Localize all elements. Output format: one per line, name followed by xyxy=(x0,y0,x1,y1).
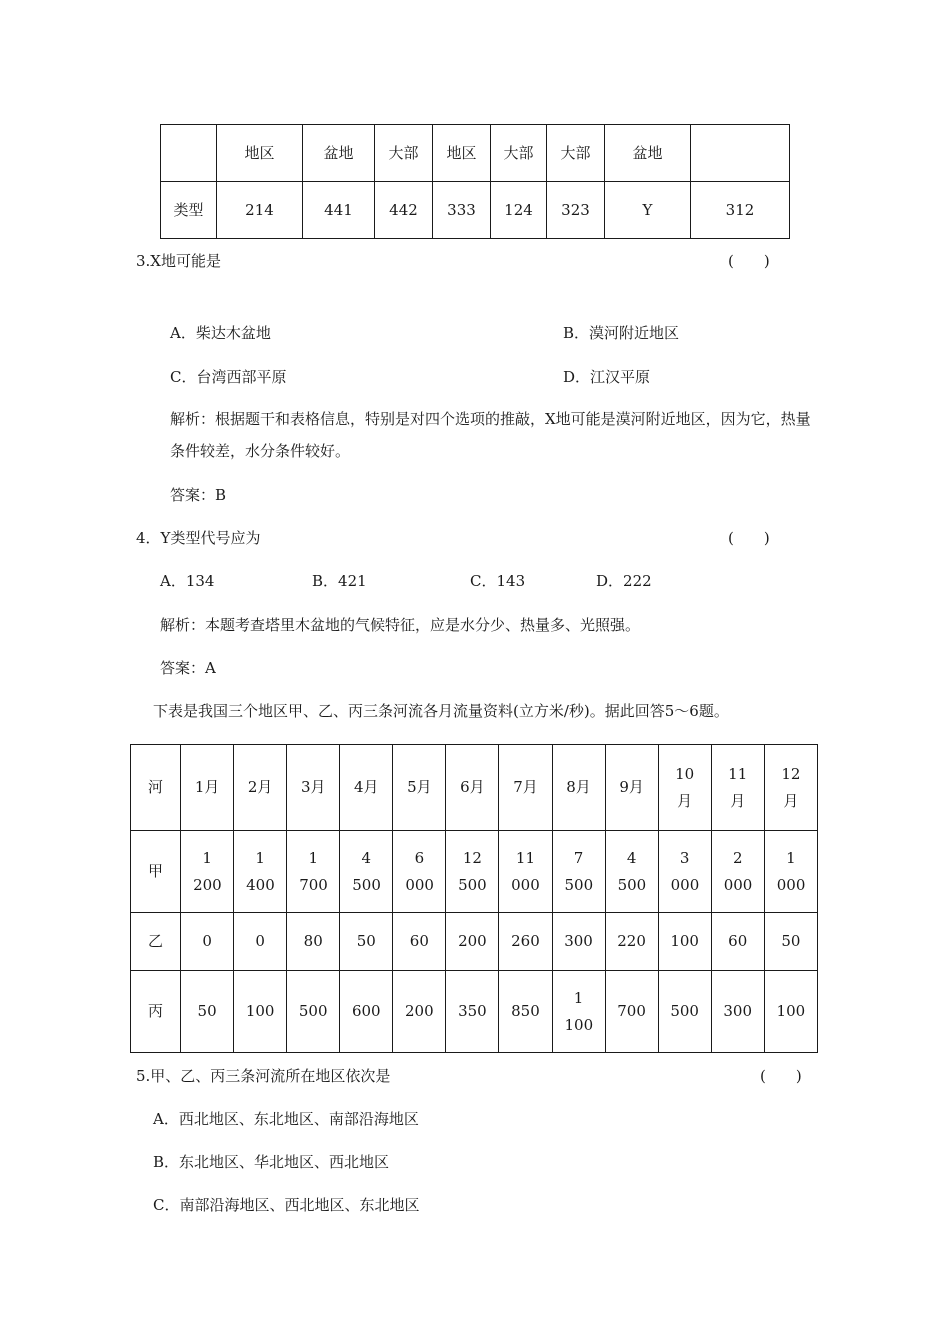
table-header-row xyxy=(131,745,818,831)
table-cell: 1 200 xyxy=(181,831,234,913)
table-cell: 500 xyxy=(658,971,711,1053)
table-cell: 4 500 xyxy=(340,831,393,913)
question-4-option-a: A．134 xyxy=(160,572,215,590)
table-cell: 7月 xyxy=(499,745,552,831)
table-cell: 11 000 xyxy=(499,831,552,913)
table-cell: 50 xyxy=(181,971,234,1053)
question-5-option-a: A．西北地区、东北地区、南部沿海地区 xyxy=(153,1110,419,1128)
table-cell: 80 xyxy=(287,913,340,971)
question-3-option-c: C．台湾西部平原 xyxy=(170,368,287,386)
table-cell: 地区 xyxy=(217,125,303,182)
table-cell: 大部 xyxy=(491,125,547,182)
question-4-analysis: 解析：本题考查塔里木盆地的气候特征，应是水分少、热量多、光照强。 xyxy=(160,616,641,634)
question-4-answer: 答案：A xyxy=(160,659,216,677)
table-cell: 1 700 xyxy=(287,831,340,913)
table-cell xyxy=(691,125,790,182)
table-cell: 地区 xyxy=(433,125,491,182)
table-cell: 3 000 xyxy=(658,831,711,913)
table-cell: 11月 xyxy=(711,745,764,831)
table-cell: 6月 xyxy=(446,745,499,831)
question-3-analysis: 解析：根据题干和表格信息，特别是对四个选项的推敲，X地可能是漠河附近地区，因为它，热量条件较差，水分条件较好。 xyxy=(170,410,811,460)
table-cell: 350 xyxy=(446,971,499,1053)
climate-type-table xyxy=(160,124,790,239)
table-cell: 442 xyxy=(375,182,433,239)
table-cell: 类型 xyxy=(161,182,217,239)
river-flow-table xyxy=(130,744,818,1053)
table-cell: 0 xyxy=(181,913,234,971)
table-cell: 7 500 xyxy=(552,831,605,913)
table-cell: 60 xyxy=(393,913,446,971)
table-cell: 盆地 xyxy=(605,125,691,182)
table-row xyxy=(131,913,818,971)
question-5-stem: 5.甲、乙、丙三条河流所在地区依次是 xyxy=(136,1067,391,1085)
table-cell: 441 xyxy=(303,182,375,239)
question-4-stem: 4．Y类型代号应为 xyxy=(136,529,261,547)
question-3-option-d: D．江汉平原 xyxy=(563,368,651,386)
table-cell: 1 400 xyxy=(234,831,287,913)
table-cell: 260 xyxy=(499,913,552,971)
table-cell: 300 xyxy=(711,971,764,1053)
table-row xyxy=(131,831,818,913)
table-cell: 1月 xyxy=(181,745,234,831)
question-4-option-b: B．421 xyxy=(312,572,367,590)
table-cell: Y xyxy=(605,182,691,239)
table-cell: 9月 xyxy=(605,745,658,831)
table-cell: 1 100 xyxy=(552,971,605,1053)
table-cell: 50 xyxy=(764,913,817,971)
table-cell: 50 xyxy=(340,913,393,971)
table-cell: 200 xyxy=(393,971,446,1053)
table-row xyxy=(161,182,790,239)
table-cell: 大部 xyxy=(375,125,433,182)
table-cell: 4月 xyxy=(340,745,393,831)
table-cell: 12月 xyxy=(764,745,817,831)
question-3-answer-bracket: ( ) xyxy=(728,252,770,270)
table-cell: 100 xyxy=(658,913,711,971)
table-cell: 214 xyxy=(217,182,303,239)
table-cell: 323 xyxy=(547,182,605,239)
table-cell: 220 xyxy=(605,913,658,971)
question-3-option-b: B．漠河附近地区 xyxy=(563,324,680,342)
table-cell: 600 xyxy=(340,971,393,1053)
table-cell: 100 xyxy=(764,971,817,1053)
table-row xyxy=(131,971,818,1053)
table-cell: 12 500 xyxy=(446,831,499,913)
table-cell: 盆地 xyxy=(303,125,375,182)
table-cell: 60 xyxy=(711,913,764,971)
table-cell: 100 xyxy=(234,971,287,1053)
question-5-answer-bracket: ( ) xyxy=(760,1067,802,1085)
table-2-intro: 下表是我国三个地区甲、乙、丙三条河流各月流量资料(立方米/秒)。据此回答5～6题。 xyxy=(153,702,729,720)
question-4-option-d: D．222 xyxy=(596,572,652,590)
table-cell: 700 xyxy=(605,971,658,1053)
table-header-row xyxy=(161,125,790,182)
question-4-option-c: C．143 xyxy=(470,572,526,590)
table-cell: 200 xyxy=(446,913,499,971)
table-cell: 乙 xyxy=(131,913,181,971)
table-cell: 5月 xyxy=(393,745,446,831)
table-cell: 甲 xyxy=(131,831,181,913)
question-3-stem: 3.X地可能是 xyxy=(136,252,221,270)
table-cell: 124 xyxy=(491,182,547,239)
table-cell: 4 500 xyxy=(605,831,658,913)
table-cell: 850 xyxy=(499,971,552,1053)
table-cell: 2 000 xyxy=(711,831,764,913)
question-3-answer: 答案：B xyxy=(170,486,227,504)
table-cell: 河 xyxy=(131,745,181,831)
table-cell: 500 xyxy=(287,971,340,1053)
question-4-answer-bracket: ( ) xyxy=(728,529,770,547)
question-5-option-c: C．南部沿海地区、西北地区、东北地区 xyxy=(153,1196,420,1214)
question-3-option-a: A．柴达木盆地 xyxy=(170,324,271,342)
table-cell: 300 xyxy=(552,913,605,971)
table-cell: 1 000 xyxy=(764,831,817,913)
table-cell: 丙 xyxy=(131,971,181,1053)
table-cell: 8月 xyxy=(552,745,605,831)
table-cell: 大部 xyxy=(547,125,605,182)
table-cell: 312 xyxy=(691,182,790,239)
table-cell: 10月 xyxy=(658,745,711,831)
table-cell: 333 xyxy=(433,182,491,239)
table-cell: 6 000 xyxy=(393,831,446,913)
table-cell: 2月 xyxy=(234,745,287,831)
question-5-option-b: B．东北地区、华北地区、西北地区 xyxy=(153,1153,390,1171)
table-cell: 3月 xyxy=(287,745,340,831)
table-cell xyxy=(161,125,217,182)
table-cell: 0 xyxy=(234,913,287,971)
